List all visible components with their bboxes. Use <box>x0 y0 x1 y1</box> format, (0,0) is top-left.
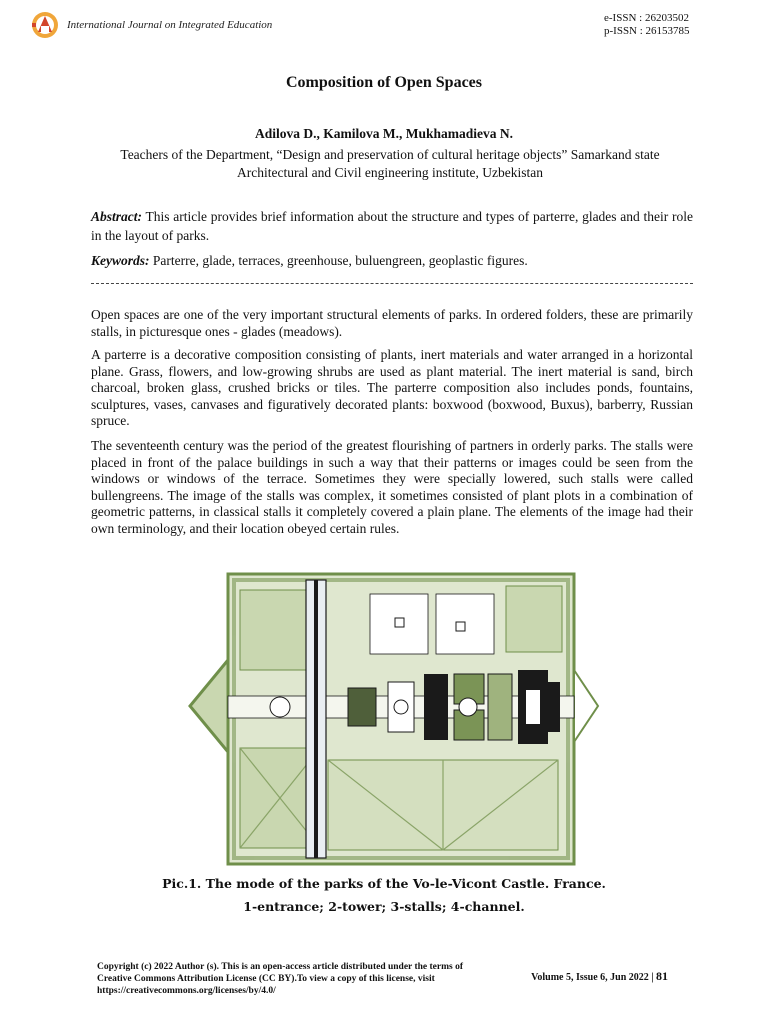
keywords-text: Parterre, glade, terraces, greenhouse, buluengreen, geoplastic figures. <box>149 253 528 268</box>
volume-text: Volume 5, Issue 6, Jun 2022 | <box>531 972 656 983</box>
body-paragraph-2: A parterre is a decorative composition consisting of plants, inert materials and water arranged in a horizontal plane. Grass, flowers, and low-growing shrubs are used as plant material. The inert material is sand, birch charcoal, broken glass, crushed bricks or tiles. The parterre composition also includes ponds, fountains, sculptures, vases, canvases and figuratively decorated plants: boxwood (boxwood, Buxus), barberry, Russian spruce. <box>91 347 693 428</box>
article-title: Composition of Open Spaces <box>285 74 483 91</box>
keywords-label: Keywords: <box>91 253 150 268</box>
section-divider <box>91 283 693 284</box>
figure-caption: Pic.1. The mode of the parks of the Vo-le-Vicont Castle. France. <box>162 876 606 891</box>
page-number: 81 <box>656 969 668 983</box>
abstract-label: Abstract: <box>91 209 143 224</box>
copyright-notice: Copyright (c) 2022 Author (s). This is an open-access article distributed under the terms of Creative Commons Attribution License (CC BY).To view a copy of this license, visit https://creativecommons.org/licenses/by/4.0/ <box>97 962 464 996</box>
volume-info <box>531 969 668 984</box>
pissn: p-ISSN : 26153785 <box>604 25 690 37</box>
body-paragraph-3: The seventeenth century was the period of the greatest flourishing of partners in orderly parks. The stalls were placed in front of the palace buildings in such a way that their patterns or images could be seen from the windows or windows of the terrace. Sometimes they were specially lowered, such stalls were called bullengreens. The image of the stalls was complex, it sometimes consisted of plant plots in a combination of geometric patterns, in classical stalls it completely covered a plain plane. The elements of the image had their own terminology, and their location obeyed certain rules. <box>91 438 693 536</box>
body-paragraph-1: Open spaces are one of the very important structural elements of parks. In ordered folders, these are primarily stalls, in picturesque ones - glades (meadows). <box>91 307 693 339</box>
author-affiliation: Teachers of the Department, “Design and preservation of cultural heritage objects” Samarkand state Architectural and Civil engineering institute, Uzbekistan <box>120 147 660 180</box>
abstract-text: This article provides brief information about the structure and types of parterre, glades and their role in the layout of parks. <box>91 209 693 243</box>
journal-name: International Journal on Integrated Education <box>67 19 273 31</box>
page-header <box>30 8 740 48</box>
eissn: e-ISSN : 26203502 <box>604 12 689 24</box>
article-authors: Adilova D., Kamilova M., Mukhamadieva N. <box>254 126 513 141</box>
figure-legend: 1-entrance; 2-tower; 3-stalls; 4-channel. <box>243 899 525 914</box>
issn-block <box>604 12 714 38</box>
abstract <box>91 207 693 245</box>
journal-logo-icon <box>30 10 60 40</box>
park-plan-figure <box>188 570 600 868</box>
keywords <box>91 253 693 270</box>
